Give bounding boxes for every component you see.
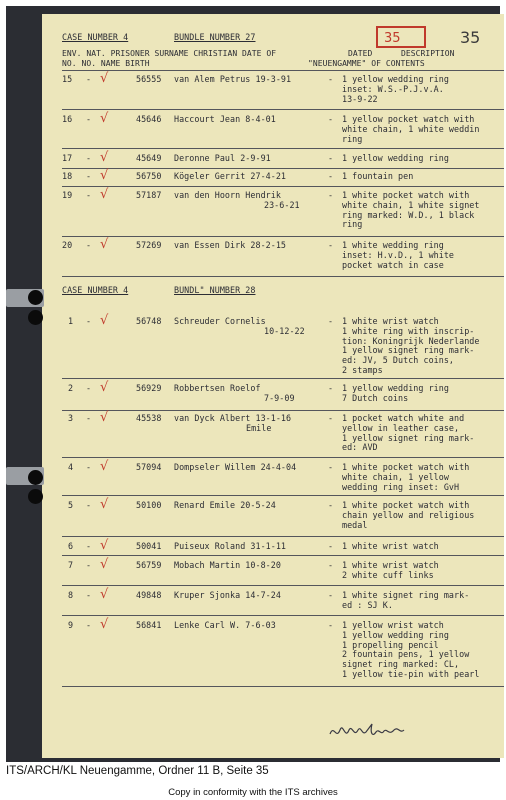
- description-line: 2 fountain pens, 1 yellow: [342, 649, 470, 660]
- description-line: medal: [342, 519, 368, 530]
- description-line: ring: [342, 219, 363, 230]
- prisoner-number: 45538: [136, 413, 162, 423]
- surname-and-birth: Kruper Sjonka 14-7-24: [174, 590, 281, 600]
- dated-dash: -: [328, 541, 334, 551]
- description-line: 1 yellow wedding ring: [342, 153, 449, 163]
- check-mark-icon: √: [100, 187, 109, 202]
- copy-notice: Copy in conformity with the ITS archives: [168, 787, 338, 798]
- check-mark-icon: √: [100, 168, 109, 183]
- description-line: 1 pocket watch white and: [342, 413, 465, 423]
- row-rule: [62, 536, 504, 537]
- description-line: white chain, 1 white weddin: [342, 123, 480, 134]
- description-line: tion: Koningrijk Nederlande: [342, 335, 480, 346]
- scan-background: [6, 6, 500, 762]
- prisoner-number: 56841: [136, 620, 162, 630]
- row-rule: [62, 109, 504, 110]
- description-line: 1 white wrist watch: [342, 316, 439, 326]
- punch-hole: [28, 310, 43, 325]
- header-description: DESCRIPTION: [401, 49, 455, 58]
- punch-hole: [28, 489, 43, 504]
- description-line: 13-9-22: [342, 93, 378, 104]
- surname-and-birth: Dompseler Willem 24-4-04: [174, 462, 297, 472]
- prisoner-number: 57187: [136, 190, 162, 200]
- description-line: 1 white pocket watch with: [342, 190, 470, 200]
- row-rule: [62, 236, 504, 237]
- nationality-dash: -: [86, 560, 92, 570]
- description-line: inset: H.v.D., 1 white: [342, 249, 455, 260]
- check-mark-icon: √: [100, 237, 109, 252]
- row-rule: [62, 615, 504, 616]
- description-line: chain yellow and religious: [342, 509, 475, 520]
- surname-and-birth: Puiseux Roland 31-1-11: [174, 541, 287, 551]
- row-rule: [62, 457, 504, 458]
- dated-dash: -: [328, 383, 334, 393]
- nationality-dash: -: [86, 541, 92, 551]
- envelope-number: 1: [68, 316, 74, 326]
- dated-dash: -: [328, 316, 334, 326]
- surname-and-birth: van Essen Dirk 28-2-15: [174, 240, 287, 250]
- description-line: yellow in leather case,: [342, 422, 460, 433]
- envelope-number: 19: [62, 190, 73, 200]
- envelope-number: 5: [68, 500, 74, 510]
- prisoner-number: 56750: [136, 171, 162, 181]
- description-line: 1 propelling pencil: [342, 639, 439, 650]
- row-rule: [62, 168, 504, 169]
- prisoner-number: 57269: [136, 240, 162, 250]
- archive-stamp: [376, 26, 426, 48]
- document-page: [42, 14, 504, 758]
- surname-and-birth: Mobach Martin 10-8-20: [174, 560, 281, 570]
- row-rule: [62, 555, 504, 556]
- row-rule: [62, 276, 504, 277]
- dated-dash: -: [328, 153, 334, 163]
- description-line: ring: [342, 133, 363, 144]
- name-continuation: 10-12-22: [264, 326, 305, 336]
- envelope-number: 4: [68, 462, 74, 472]
- stamp-number: 35: [384, 31, 401, 46]
- check-mark-icon: √: [100, 557, 109, 572]
- nationality-dash: -: [86, 114, 92, 124]
- surname-and-birth: Kögeler Gerrit 27-4-21: [174, 171, 287, 181]
- description-line: ed: AVD: [342, 442, 378, 453]
- envelope-number: 2: [68, 383, 74, 393]
- prisoner-number: 49848: [136, 590, 162, 600]
- prisoner-number: 50100: [136, 500, 162, 510]
- nationality-dash: -: [86, 153, 92, 163]
- description-line: 1 yellow wedding ring: [342, 74, 449, 84]
- dated-dash: -: [328, 500, 334, 510]
- prisoner-number: 56748: [136, 316, 162, 326]
- description-line: 2 stamps: [342, 365, 383, 375]
- check-mark-icon: √: [100, 497, 109, 512]
- envelope-number: 8: [68, 590, 74, 600]
- nationality-dash: -: [86, 413, 92, 423]
- prisoner-number: 56759: [136, 560, 162, 570]
- envelope-number: 3: [68, 413, 74, 423]
- nationality-dash: -: [86, 383, 92, 393]
- check-mark-icon: √: [100, 459, 109, 474]
- description-line: 1 white pocket watch with: [342, 500, 470, 510]
- description-line: 1 fountain pen: [342, 171, 414, 181]
- check-mark-icon: √: [100, 587, 109, 602]
- nationality-dash: -: [86, 240, 92, 250]
- prisoner-number: 50041: [136, 541, 162, 551]
- check-mark-icon: √: [100, 538, 109, 553]
- description-line: ring marked: W.D., 1 black: [342, 209, 475, 220]
- surname-and-birth: Renard Emile 20-5-24: [174, 500, 276, 510]
- check-mark-icon: √: [100, 71, 109, 86]
- header-neuengamme: "NEUENGAMME" OF CONTENTS: [308, 59, 425, 68]
- dated-dash: -: [328, 74, 334, 84]
- surname-and-birth: van Dyck Albert 13-1-16: [174, 413, 292, 423]
- row-rule: [62, 148, 504, 149]
- description-line: 1 yellow pocket watch with: [342, 114, 475, 124]
- row-rule: [62, 378, 504, 379]
- description-line: 1 white wrist watch: [342, 560, 439, 570]
- check-mark-icon: √: [100, 150, 109, 165]
- row-rule: [62, 410, 504, 411]
- header-rule: [62, 70, 504, 71]
- description-line: 1 white pocket watch with: [342, 462, 470, 472]
- check-mark-icon: √: [100, 617, 109, 632]
- description-line: 1 yellow wedding ring: [342, 383, 449, 393]
- dated-dash: -: [328, 620, 334, 630]
- nationality-dash: -: [86, 74, 92, 84]
- envelope-number: 20: [62, 240, 73, 250]
- dated-dash: -: [328, 560, 334, 570]
- description-line: 2 white cuff links: [342, 569, 434, 580]
- nationality-dash: -: [86, 500, 92, 510]
- surname-and-birth: Deronne Paul 2-9-91: [174, 153, 271, 163]
- dated-dash: -: [328, 190, 334, 200]
- bundle-number-27: BUNDLE NUMBER 27: [174, 32, 256, 42]
- envelope-number: 17: [62, 153, 73, 163]
- nationality-dash: -: [86, 316, 92, 326]
- description-line: 1 white ring with inscrip-: [342, 325, 475, 336]
- nationality-dash: -: [86, 590, 92, 600]
- row-rule: [62, 495, 504, 496]
- dated-dash: -: [328, 171, 334, 181]
- prisoner-number: 45649: [136, 153, 162, 163]
- surname-and-birth: Robbertsen Roelof: [174, 383, 261, 393]
- punch-hole: [28, 470, 43, 485]
- page-number: 35: [460, 28, 481, 47]
- envelope-number: 6: [68, 541, 74, 551]
- description-line: ed: JV, 5 Dutch coins,: [342, 355, 455, 366]
- surname-and-birth: Schreuder Cornelis: [174, 316, 266, 326]
- surname-and-birth: van den Hoorn Hendrik: [174, 190, 281, 200]
- description-line: 1 white wrist watch: [342, 541, 439, 551]
- dated-dash: -: [328, 413, 334, 423]
- nationality-dash: -: [86, 190, 92, 200]
- row-rule: [62, 686, 504, 687]
- name-continuation: Emile: [246, 423, 272, 433]
- surname-and-birth: Lenke Carl W. 7-6-03: [174, 620, 276, 630]
- row-rule: [62, 585, 504, 586]
- description-line: wedding ring inset: GvH: [342, 481, 460, 492]
- handwritten-signature: [326, 716, 406, 746]
- row-rule: [62, 186, 504, 187]
- nationality-dash: -: [86, 462, 92, 472]
- dated-dash: -: [328, 462, 334, 472]
- description-line: 1 yellow signet ring mark-: [342, 432, 475, 443]
- description-line: 1 yellow wedding ring: [342, 629, 449, 640]
- case-number-2: CASE NUMBER 4: [62, 285, 129, 295]
- description-line: white chain, 1 white signet: [342, 199, 480, 210]
- header-dated: DATED: [348, 49, 373, 58]
- description-line: white chain, 1 yellow: [342, 471, 449, 482]
- description-line: inset: W.S.-P.J.v.A.: [342, 83, 444, 94]
- header-line-1: ENV. NAT. PRISONER SURNAME CHRISTIAN DATE OF: [62, 49, 277, 58]
- description-line: signet ring marked: CL,: [342, 659, 460, 670]
- nationality-dash: -: [86, 620, 92, 630]
- description-line: 1 white wedding ring: [342, 240, 444, 250]
- case-number-1: CASE NUMBER 4: [62, 32, 129, 42]
- description-line: 1 yellow wrist watch: [342, 620, 444, 630]
- nationality-dash: -: [86, 171, 92, 181]
- description-line: 1 yellow signet ring mark-: [342, 345, 475, 356]
- surname-and-birth: Haccourt Jean 8-4-01: [174, 114, 276, 124]
- envelope-number: 16: [62, 114, 73, 124]
- prisoner-number: 56555: [136, 74, 162, 84]
- dated-dash: -: [328, 114, 334, 124]
- header-line-2: NO. NO. NAME BIRTH: [62, 59, 150, 68]
- description-line: pocket watch in case: [342, 259, 444, 270]
- check-mark-icon: √: [100, 111, 109, 126]
- archive-reference: ITS/ARCH/KL Neuengamme, Ordner 11 B, Seite 35: [6, 765, 269, 777]
- description-line: 1 yellow tie-pin with pearl: [342, 669, 480, 679]
- check-mark-icon: √: [100, 313, 109, 328]
- name-continuation: 23-6-21: [264, 200, 300, 210]
- surname-and-birth: van Alem Petrus 19-3-91: [174, 74, 292, 84]
- punch-hole: [28, 290, 43, 305]
- envelope-number: 9: [68, 620, 74, 630]
- check-mark-icon: √: [100, 380, 109, 395]
- name-continuation: 7-9-09: [264, 393, 295, 403]
- envelope-number: 15: [62, 74, 73, 84]
- prisoner-number: 56929: [136, 383, 162, 393]
- bundle-number-28: BUNDL" NUMBER 28: [174, 285, 256, 295]
- check-mark-icon: √: [100, 410, 109, 425]
- envelope-number: 18: [62, 171, 73, 181]
- description-line: 1 white signet ring mark-: [342, 590, 470, 600]
- description-line: ed : SJ K.: [342, 599, 393, 610]
- prisoner-number: 45646: [136, 114, 162, 124]
- description-line: 7 Dutch coins: [342, 392, 409, 403]
- dated-dash: -: [328, 240, 334, 250]
- prisoner-number: 57094: [136, 462, 162, 472]
- dated-dash: -: [328, 590, 334, 600]
- envelope-number: 7: [68, 560, 74, 570]
